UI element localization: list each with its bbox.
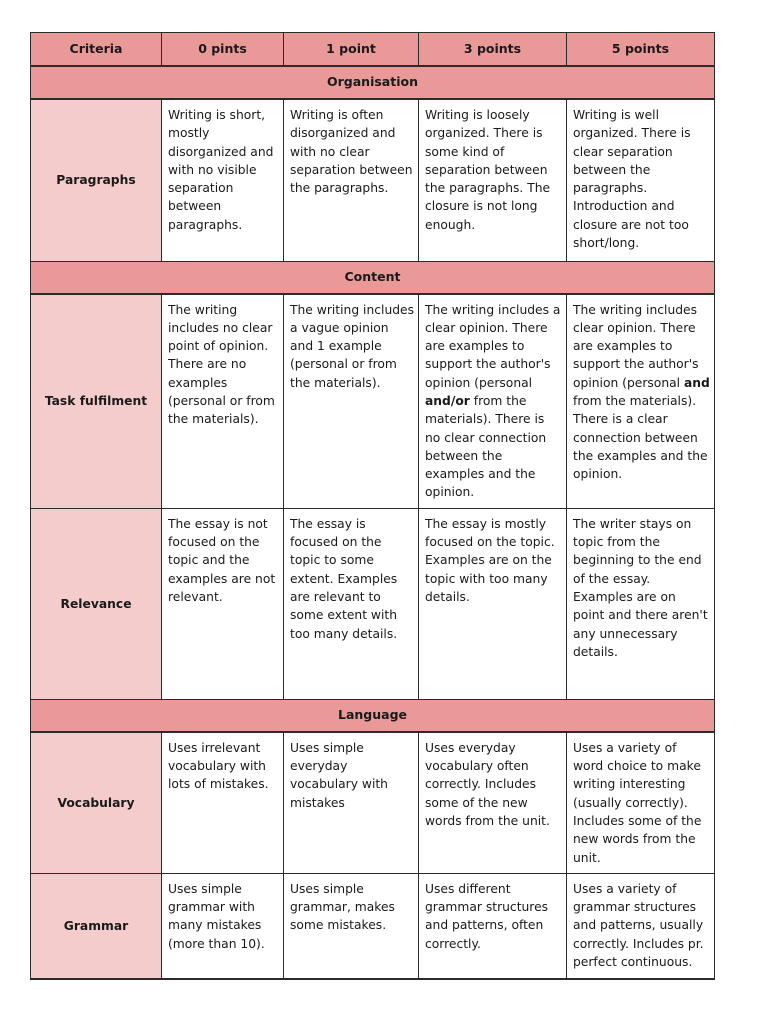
rubric-cell: Writing is well organized. There is clear separation between the paragraphs. Introduction and closure are not too short/long.: [567, 99, 715, 261]
rubric-cell: Uses a variety of word choice to make writing interesting (usually correctly). Includes some of the new words from the unit.: [567, 732, 715, 874]
table-row: [31, 508, 715, 699]
rubric-cell: Uses everyday vocabulary often correctly. Includes some of the new words from the unit.: [419, 732, 567, 874]
rubric-cell: The essay is focused on the topic to some extent. Examples are relevant to some extent with too many details.: [284, 508, 419, 699]
section-title: Content: [31, 261, 715, 294]
section-organisation: [31, 66, 715, 99]
section-title: Language: [31, 699, 715, 732]
criterion-vocabulary: Vocabulary: [31, 732, 162, 874]
rubric-cell: The writing includes clear opinion. There are examples to support the author's opinion (personal and from the materials). There is a clear connection between the examples and the opinion.: [567, 294, 715, 509]
rubric-cell: Uses a variety of grammar structures and patterns, usually correctly. Includes pr. perfect continuous.: [567, 873, 715, 979]
rubric-cell: Uses simple grammar, makes some mistakes.: [284, 873, 419, 979]
header-3-points: 3 points: [419, 33, 567, 67]
rubric-cell: The writer stays on topic from the beginning to the end of the essay. Examples are on point and there aren't any unnecessary details.: [567, 508, 715, 699]
table-row: [31, 873, 715, 979]
rubric-cell: Uses simple everyday vocabulary with mistakes: [284, 732, 419, 874]
table-row: [31, 99, 715, 261]
emphasis-text: and: [684, 375, 710, 390]
rubric-cell: Uses simple grammar with many mistakes (more than 10).: [162, 873, 284, 979]
rubric-cell: The writing includes a clear opinion. There are examples to support the author's opinion (personal and/or from the materials). There is no clear connection between the examples and the opinion.: [419, 294, 567, 509]
rubric-cell: The essay is not focused on the topic and the examples are not relevant.: [162, 508, 284, 699]
criterion-relevance: Relevance: [31, 508, 162, 699]
emphasis-text: and/or: [425, 393, 470, 408]
table-row: [31, 294, 715, 509]
criterion-grammar: Grammar: [31, 873, 162, 979]
header-row: [31, 33, 715, 67]
table-row: [31, 732, 715, 874]
rubric-cell: The essay is mostly focused on the topic. Examples are on the topic with too many details.: [419, 508, 567, 699]
rubric-cell: Uses irrelevant vocabulary with lots of mistakes.: [162, 732, 284, 874]
criterion-task-fulfilment: Task fulfilment: [31, 294, 162, 509]
section-content: [31, 261, 715, 294]
header-5-points: 5 points: [567, 33, 715, 67]
header-criteria: Criteria: [31, 33, 162, 67]
rubric-cell: The writing includes no clear point of opinion. There are no examples (personal or from the materials).: [162, 294, 284, 509]
rubric-table: [30, 32, 715, 980]
section-title: Organisation: [31, 66, 715, 99]
rubric-cell: Writing is often disorganized and with no clear separation between the paragraphs.: [284, 99, 419, 261]
criterion-paragraphs: Paragraphs: [31, 99, 162, 261]
rubric-cell: Writing is short, mostly disorganized and with no visible separation between paragraphs.: [162, 99, 284, 261]
rubric-cell: Writing is loosely organized. There is some kind of separation between the paragraphs. The closure is not long enough.: [419, 99, 567, 261]
header-1-point: 1 point: [284, 33, 419, 67]
header-0-points: 0 pints: [162, 33, 284, 67]
rubric-cell: Uses different grammar structures and patterns, often correctly.: [419, 873, 567, 979]
section-language: [31, 699, 715, 732]
rubric-cell: The writing includes a vague opinion and 1 example (personal or from the materials).: [284, 294, 419, 509]
